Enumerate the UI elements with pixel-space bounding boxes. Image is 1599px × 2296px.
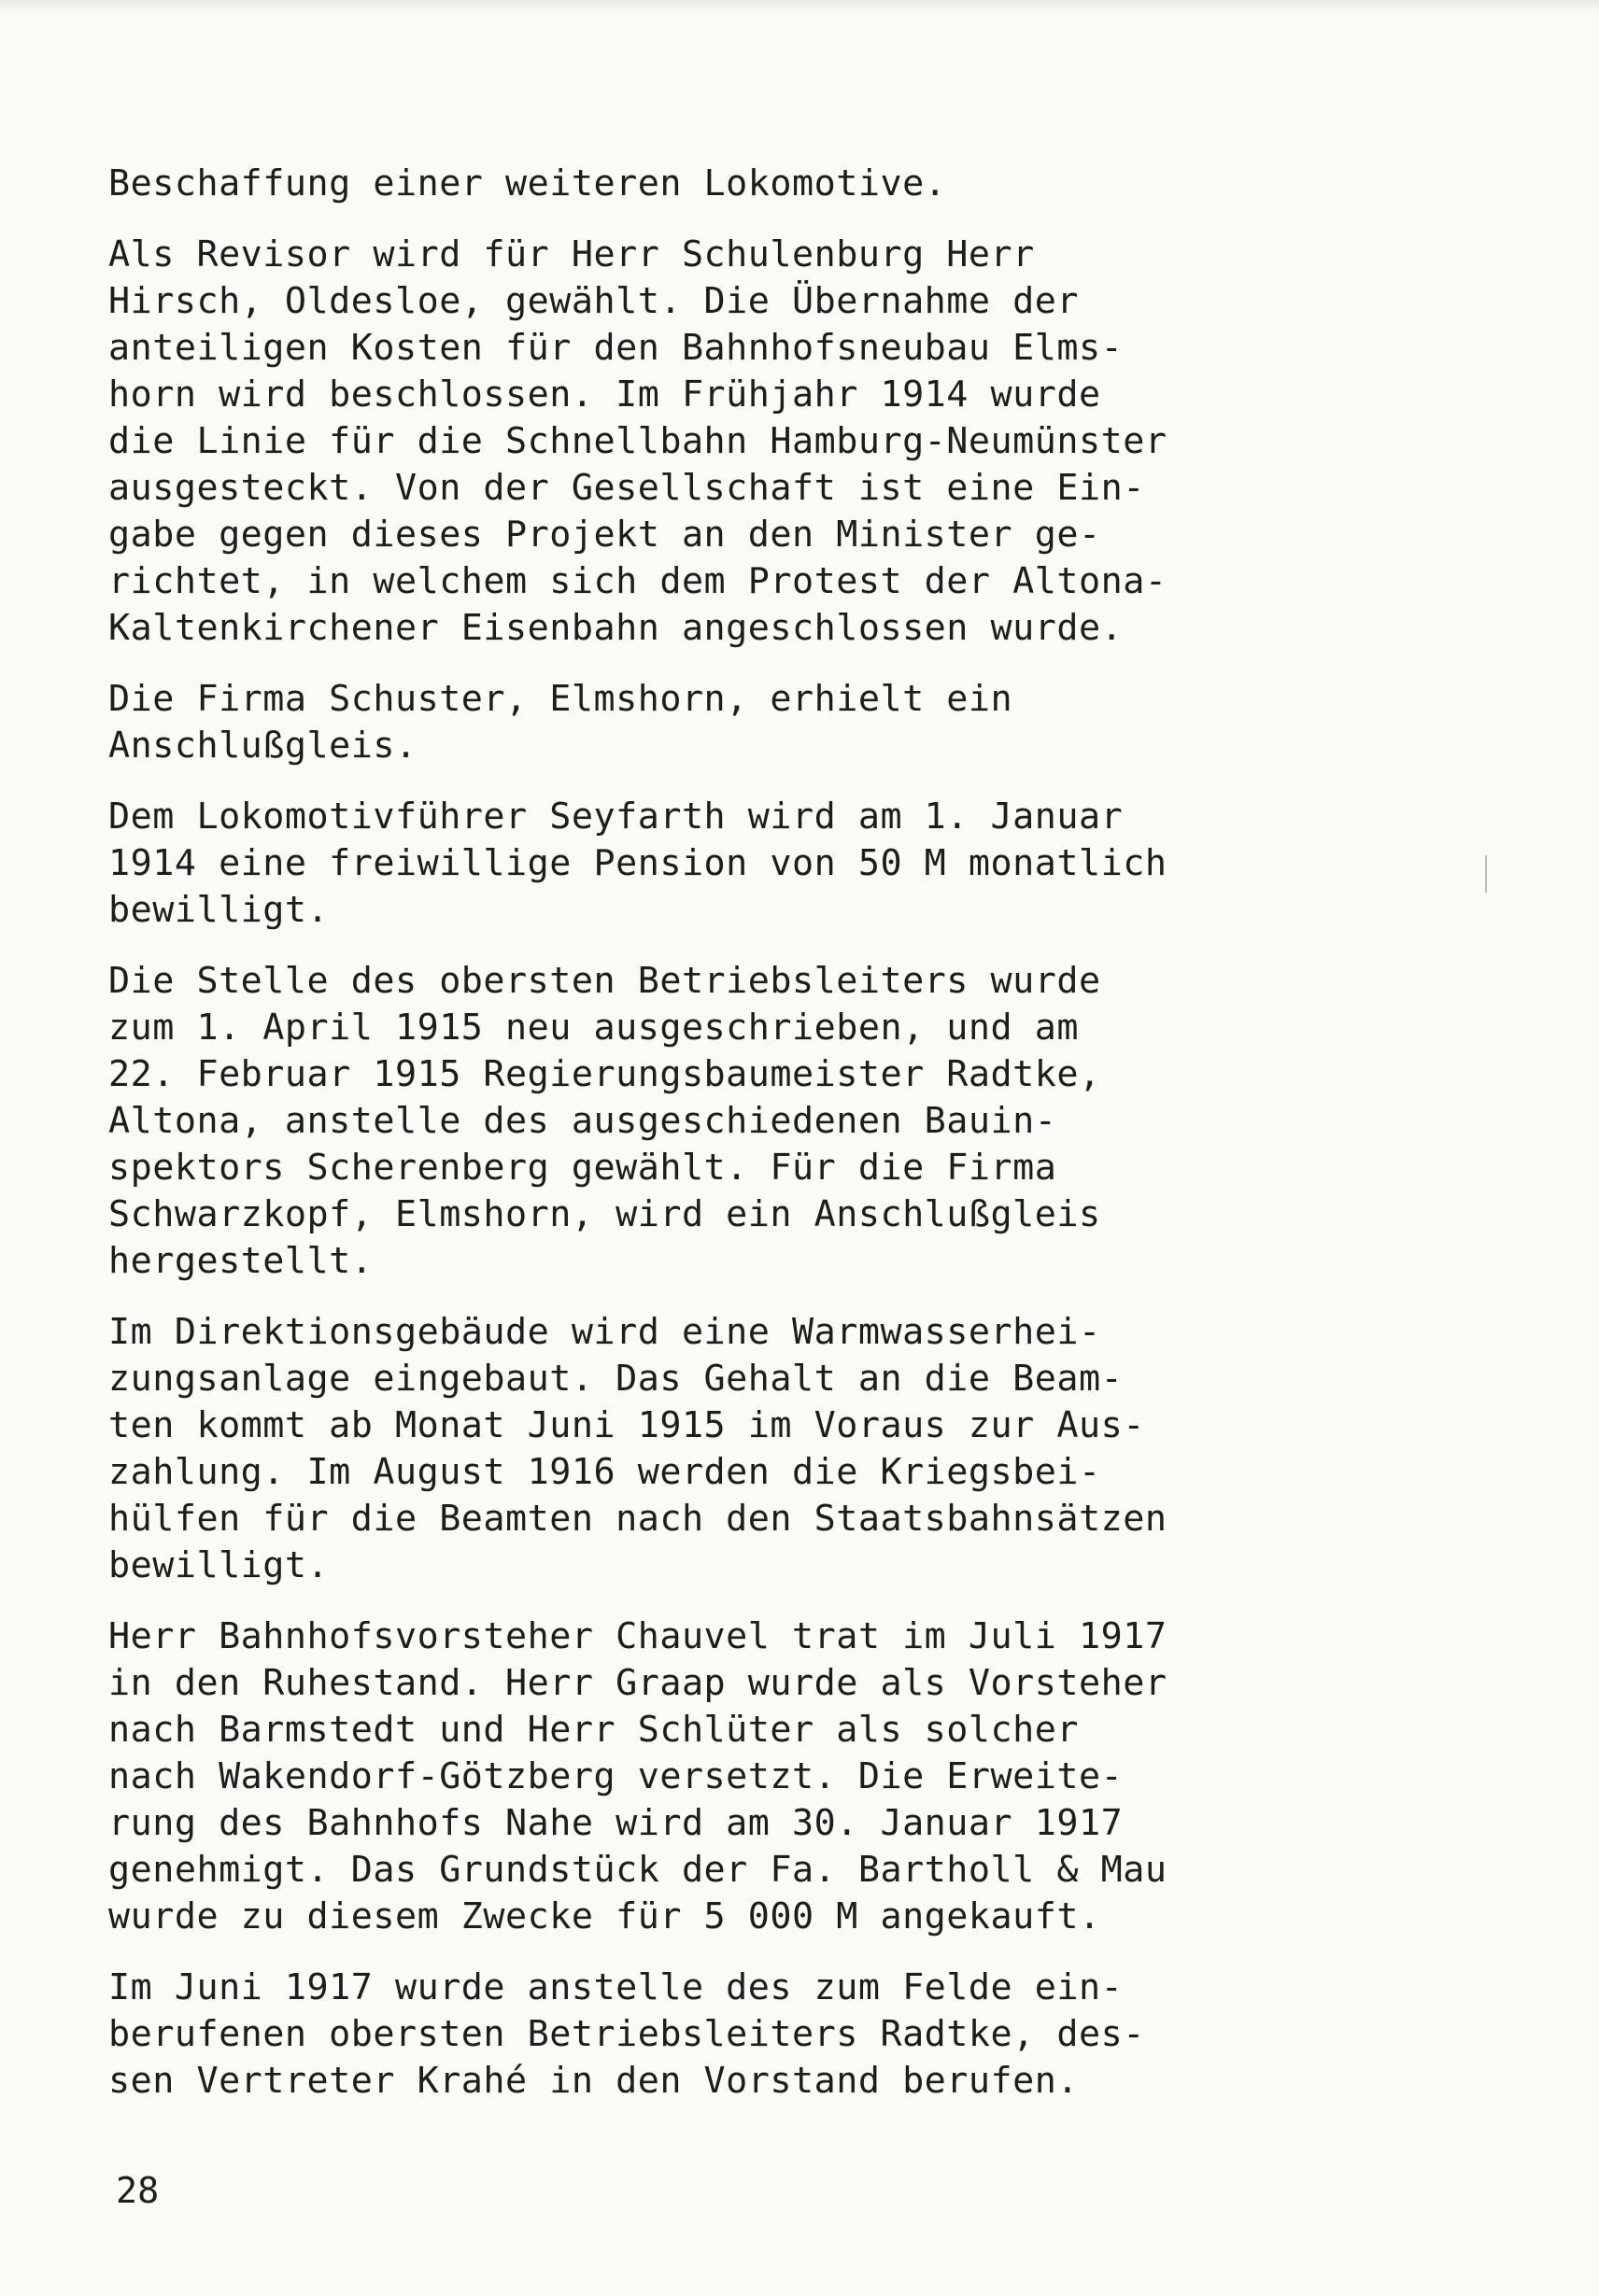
text-line: gabe gegen dieses Projekt an den Minister ge- (108, 514, 1101, 556)
text-line: Schwarzkopf, Elmshorn, wird ein Anschlußgleis (108, 1193, 1101, 1235)
text-line: 1914 eine freiwillige Pension von 50 M monatlich (108, 842, 1167, 884)
text-line: wurde zu diesem Zwecke für 5 000 M angekauft. (108, 1895, 1101, 1937)
page-number: 28 (116, 2170, 160, 2212)
text-line: Anschlußgleis. (108, 725, 417, 767)
paragraph-6 (108, 1309, 1491, 1589)
text-line: richtet, in welchem sich dem Protest der Altona- (108, 560, 1167, 602)
paragraph-4 (108, 794, 1491, 934)
text-line: horn wird beschlossen. Im Frühjahr 1914 wurde (108, 373, 1101, 416)
paragraph-3 (108, 676, 1491, 769)
text-line: Als Revisor wird für Herr Schulenburg Herr (108, 233, 1035, 275)
text-line: anteiligen Kosten für den Bahnhofsneubau Elms- (108, 327, 1124, 369)
scan-top-edge (0, 0, 1599, 13)
text-line: ausgesteckt. Von der Gesellschaft ist eine Ein- (108, 467, 1145, 509)
text-line: in den Ruhestand. Herr Graap wurde als Vorsteher (108, 1662, 1167, 1704)
text-line: bewilligt. (108, 889, 330, 931)
text-line: nach Barmstedt und Herr Schlüter als solcher (108, 1709, 1079, 1751)
text-line: rung des Bahnhofs Nahe wird am 30. Januar 1917 (108, 1802, 1124, 1844)
text-line: Im Direktionsgebäude wird eine Warmwasserhei- (108, 1311, 1101, 1353)
text-line: ten kommt ab Monat Juni 1915 im Voraus zur Aus- (108, 1404, 1145, 1446)
paragraph-8 (108, 1965, 1491, 2105)
text-line: zahlung. Im August 1916 werden die Kriegsbei- (108, 1451, 1101, 1493)
text-line: berufenen obersten Betriebsleiters Radtke, des- (108, 2013, 1145, 2055)
text-line: zum 1. April 1915 neu ausgeschrieben, und am (108, 1007, 1079, 1049)
text-line: Die Stelle des obersten Betriebsleiters wurde (108, 960, 1101, 1002)
text-line: bewilligt. (108, 1544, 330, 1586)
text-line: Hirsch, Oldesloe, gewählt. Die Übernahme der (108, 280, 1079, 322)
paragraph-7 (108, 1613, 1491, 1940)
text-line: die Linie für die Schnellbahn Hamburg-Neumünster (108, 420, 1167, 462)
body-text (108, 161, 1491, 2129)
text-line: Dem Lokomotivführer Seyfarth wird am 1. Januar (108, 796, 1124, 838)
text-line: hülfen für die Beamten nach den Staatsbahnsätzen (108, 1498, 1167, 1540)
text-line: hergestellt. (108, 1240, 374, 1282)
text-line: Im Juni 1917 wurde anstelle des zum Felde ein- (108, 1966, 1124, 2008)
text-line: zungsanlage eingebaut. Das Gehalt an die Beam- (108, 1358, 1124, 1400)
text-line: Herr Bahnhofsvorsteher Chauvel trat im Juli 1917 (108, 1615, 1167, 1657)
text-line: Kaltenkirchener Eisenbahn angeschlossen wurde. (108, 607, 1124, 649)
text-line: Beschaffung einer weiteren Lokomotive. (108, 162, 947, 204)
text-line: Altona, anstelle des ausgeschiedenen Bauin- (108, 1100, 1057, 1142)
paragraph-5 (108, 958, 1491, 1285)
text-line: nach Wakendorf-Götzberg versetzt. Die Erweite- (108, 1755, 1124, 1797)
text-line: sen Vertreter Krahé in den Vorstand berufen. (108, 2060, 1079, 2102)
text-line: spektors Scherenberg gewählt. Für die Firma (108, 1147, 1057, 1189)
paragraph-2 (108, 232, 1491, 652)
text-line: Die Firma Schuster, Elmshorn, erhielt ein (108, 678, 1013, 720)
text-line: 22. Februar 1915 Regierungsbaumeister Radtke, (108, 1053, 1101, 1095)
text-line: genehmigt. Das Grundstück der Fa. Bartholl & Mau (108, 1849, 1167, 1891)
paragraph-1 (108, 161, 1491, 207)
